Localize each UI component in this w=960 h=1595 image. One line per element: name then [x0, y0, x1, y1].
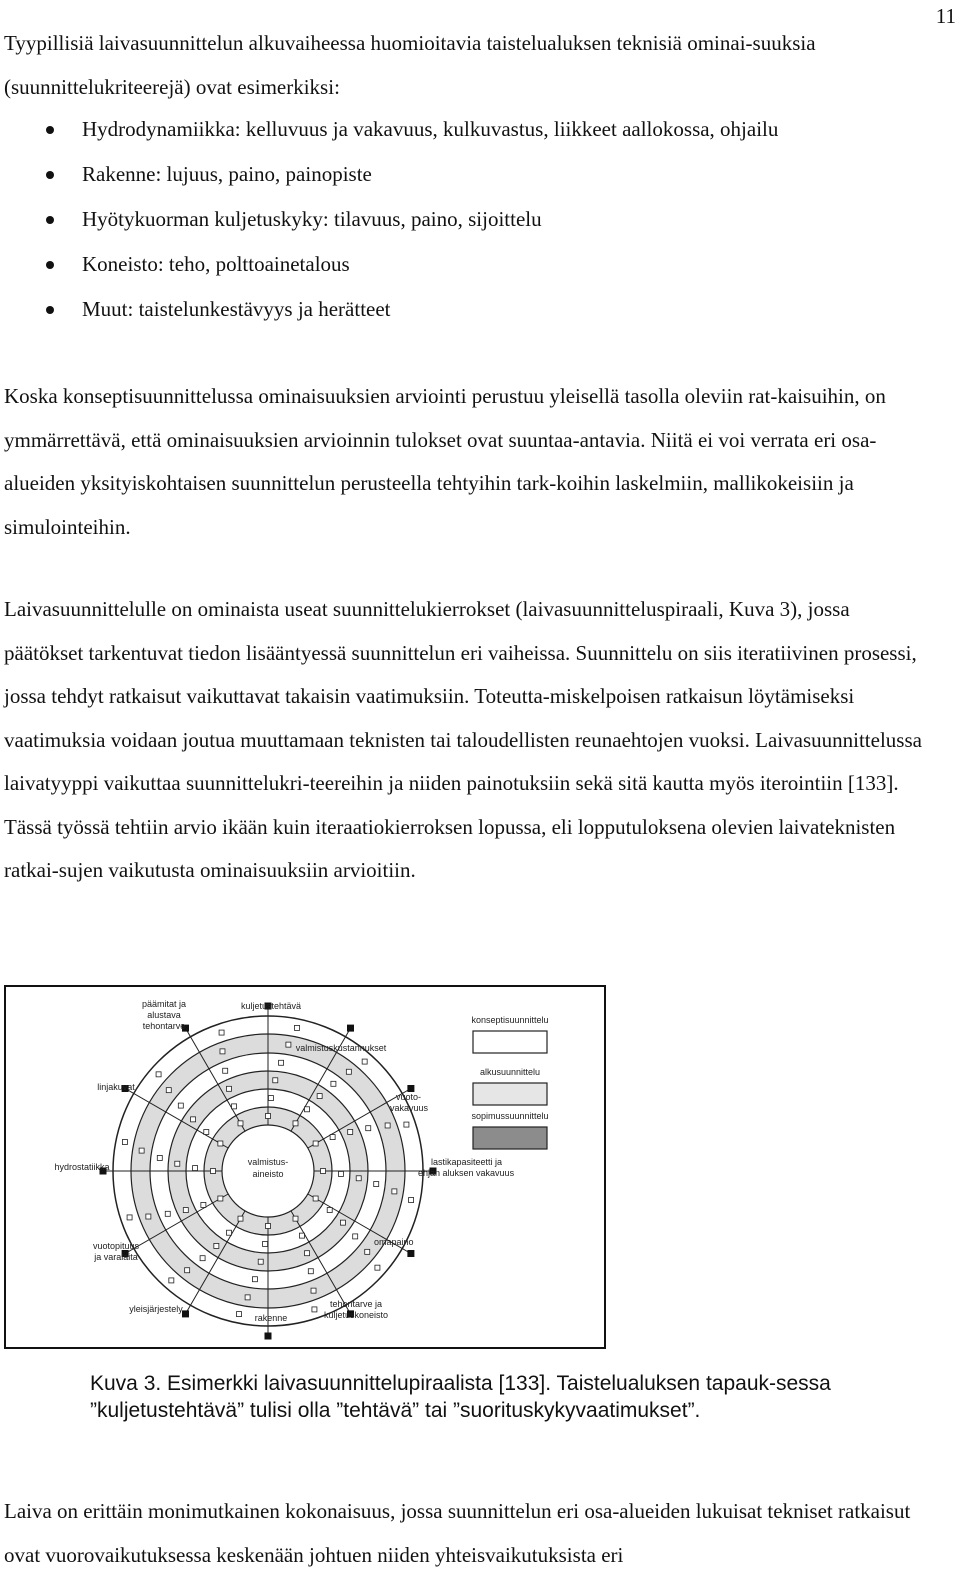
spoke-marker — [327, 1207, 332, 1212]
spoke-marker — [353, 1234, 358, 1239]
label-floodable-length-2: ja varalaita — [94, 1252, 138, 1262]
spoke-marker — [169, 1278, 174, 1283]
spoke-marker — [226, 1086, 231, 1091]
label-main-dimensions-1: päämitat ja — [141, 999, 187, 1009]
spoke-marker — [219, 1030, 224, 1035]
list-item-text: Muut: taistelunkestävyys ja herätteet — [82, 297, 391, 321]
legend-swatch-concept — [473, 1031, 547, 1053]
spoke-marker — [238, 1121, 243, 1126]
spoke-end-marker — [407, 1250, 414, 1257]
intro-paragraph: Tyypillisiä laivasuunnittelun alkuvaiheessa huomioitavia taistelualuksen teknisiä ominai-suuksia (suunnittelukriteerejä) ovat esimerkiksi: — [4, 31, 816, 99]
spoke-marker — [348, 1129, 353, 1134]
legend-label-concept: konseptisuunnittelu — [471, 1015, 549, 1025]
spoke-marker — [317, 1094, 322, 1099]
label-lightweight: omapaino — [374, 1237, 414, 1247]
bullet-icon — [46, 261, 54, 269]
spoke-marker — [139, 1148, 144, 1153]
spoke-marker — [313, 1141, 318, 1146]
center-label-line2: aineisto — [252, 1169, 284, 1179]
spoke-marker — [218, 1196, 223, 1201]
list-item-text: Hydrodynamiikka: kelluvuus ja vakavuus, kulkuvastus, liikkeet aallokossa, ohjailu — [82, 117, 779, 141]
list-item — [0, 242, 940, 287]
spoke-marker — [220, 1049, 225, 1054]
spoke-marker — [375, 1265, 380, 1270]
spoke-marker — [201, 1202, 206, 1207]
label-cargo-capacity-1: lastikapasiteetti ja — [431, 1157, 503, 1167]
label-floodable-length-1: vuotopituus — [92, 1241, 140, 1251]
list-item-text: Koneisto: teho, polttoainetalous — [82, 252, 350, 276]
spoke-marker — [211, 1169, 216, 1174]
spoke-marker — [308, 1269, 313, 1274]
bullet-icon — [46, 126, 54, 134]
spoke-marker — [293, 1121, 298, 1126]
spoke-marker — [227, 1230, 232, 1235]
spoke-marker — [311, 1288, 316, 1293]
spoke-marker — [392, 1189, 397, 1194]
spoke-marker — [279, 1060, 284, 1065]
spoke-marker — [232, 1104, 237, 1109]
label-power-1: tehontarve ja — [329, 1299, 383, 1309]
spoke-marker — [266, 1224, 271, 1229]
spoke-marker — [338, 1171, 343, 1176]
bullet-icon — [46, 171, 54, 179]
spoke-marker — [305, 1251, 310, 1256]
spoke-marker — [286, 1042, 291, 1047]
list-item — [0, 197, 940, 242]
label-damage-stability-2: vakavuus — [390, 1103, 429, 1113]
spoke-marker — [313, 1196, 318, 1201]
spoke-marker — [268, 1096, 273, 1101]
spoke-marker — [204, 1130, 209, 1135]
spoke-marker — [214, 1243, 219, 1248]
spoke-marker — [236, 1312, 241, 1317]
label-manufacturing-costs: valmistuskustannukset — [295, 1043, 387, 1053]
paragraph-spiral: Laivasuunnittelulle on ominaista useat suunnittelukierrokset (laivasuunnitteluspiraali, Kuva 3), jossa päätökset tarkentuvat tiedon lisääntyessä suunnittelun eri vaiheissa. Suunnittelu on siis iteratiivinen prosessi, jossa tehdyt ratkaisut vaikuttavat takaisin vaatimuksiin. Toteutta-miskelpoisen ratkaisun löytämiseksi vaatimuksia voidaan joutua muuttamaan teknisten tai taloudellisten reunaehtojen vuoksi. Laivasuunnittelussa laivatyyppi vaikuttaa suunnittelukri-teereihin ja niiden painotuksiin sekä sitä kautta myös iterointiin [133]. Tässä työssä tehtiin arvio ikään kuin iteraatiokierroksen lopussa, eli lopputuloksena olevien laivateknisten ratkai-sujen vaikutusta ominaisuuksiin arvioitiin. — [4, 597, 922, 882]
spoke-marker — [321, 1169, 326, 1174]
spoke-marker — [146, 1214, 151, 1219]
spoke-end-marker — [182, 1310, 189, 1317]
list-item-text: Rakenne: lujuus, paino, painopiste — [82, 162, 372, 186]
label-general-arrangement: yleisjärjestely — [129, 1304, 183, 1314]
spoke-marker — [191, 1117, 196, 1122]
spoke-marker — [331, 1081, 336, 1086]
spoke-end-marker — [265, 1333, 272, 1340]
spoke-marker — [157, 1155, 162, 1160]
spoke-marker — [346, 1069, 351, 1074]
spoke-marker — [258, 1259, 263, 1264]
spoke-marker — [299, 1233, 304, 1238]
design-spiral-figure — [4, 985, 606, 1349]
spoke-marker — [266, 1114, 271, 1119]
spoke-marker — [193, 1166, 198, 1171]
label-damage-stability-1: vuoto- — [396, 1092, 422, 1102]
spoke-marker — [365, 1249, 370, 1254]
label-power-2: kuljetuskoneisto — [323, 1310, 389, 1320]
list-item — [0, 107, 940, 152]
spoke-end-marker — [407, 1085, 414, 1092]
spoke-marker — [263, 1241, 268, 1246]
label-lines: linjakuvat — [97, 1082, 135, 1092]
criteria-list — [0, 107, 940, 332]
bullet-icon — [46, 306, 54, 314]
spoke-marker — [127, 1215, 132, 1220]
figure-caption: Kuva 3. Esimerkki laivasuunnittelupiraalista [133]. Taistelualuksen tapauk-sessa ”kuljetustehtävä” tulisi olla ”tehtävä” tai ”suorituskykyvaatimukset”. — [90, 1372, 831, 1422]
spoke-marker — [245, 1295, 250, 1300]
list-item-text: Hyötykuorman kuljetuskyky: tilavuus, paino, sijoittelu — [82, 207, 542, 231]
spoke-marker — [366, 1126, 371, 1131]
label-main-dimensions-2: alustava — [147, 1010, 181, 1020]
spoke-marker — [185, 1268, 190, 1273]
label-transport-task: kuljetustehtävä — [240, 1001, 302, 1011]
spoke-marker — [223, 1068, 228, 1073]
list-item — [0, 287, 940, 332]
legend-swatch-contract — [473, 1127, 547, 1149]
spoke-marker — [183, 1208, 188, 1213]
legend-swatch-preliminary — [473, 1083, 547, 1105]
spoke-marker — [374, 1182, 379, 1187]
spoke-marker — [175, 1161, 180, 1166]
label-cargo-capacity-2: ehjän aluksen vakavuus — [418, 1168, 515, 1178]
spoke-marker — [238, 1216, 243, 1221]
spoke-marker — [200, 1256, 205, 1261]
spoke-marker — [362, 1059, 367, 1064]
legend-label-preliminary: alkusuunnittelu — [479, 1067, 541, 1077]
spoke-marker — [404, 1122, 409, 1127]
spoke-marker — [409, 1198, 414, 1203]
label-structure: rakenne — [254, 1313, 288, 1323]
spoke-end-marker — [347, 1025, 354, 1032]
spoke-marker — [385, 1123, 390, 1128]
list-item — [0, 152, 940, 197]
spoke-marker — [340, 1220, 345, 1225]
spoke-marker — [330, 1135, 335, 1140]
spoke-marker — [312, 1307, 317, 1312]
spoke-marker — [356, 1176, 361, 1181]
spoke-marker — [295, 1025, 300, 1030]
label-hydrostatics: hydrostatiikka — [54, 1162, 110, 1172]
spoke-marker — [293, 1216, 298, 1221]
paragraph-concept: Koska konseptisuunnittelussa ominaisuuksien arviointi perustuu yleisellä tasolla oleviin rat-kaisuihin, on ymmärrettävä, että ominaisuuksien arvioinnin tulokset ovat suuntaa-antavia. Niitä ei voi verrata eri osa-alueiden yksityiskohtaisen suunnittelun perusteella tehtyihin tark-koihin laskelmiin, mallikokeisiin ja simulointeihin. — [4, 384, 886, 539]
spoke-marker — [273, 1078, 278, 1083]
spoke-marker — [178, 1103, 183, 1108]
center-label-line1: valmistus- — [247, 1157, 289, 1167]
spoke-marker — [156, 1072, 161, 1077]
label-main-dimensions-3: tehontarve — [142, 1021, 186, 1031]
bullet-icon — [46, 216, 54, 224]
paragraph-complexity: Laiva on erittäin monimutkainen kokonaisuus, jossa suunnittelun eri osa-alueiden lukuisat tekniset ratkaisut ovat vuorovaikutuksessa keskenään johtuen niiden yhteisvaikutuksista eri — [4, 1499, 911, 1567]
page-number: 11 — [935, 4, 956, 28]
spoke-marker — [166, 1088, 171, 1093]
spoke-marker — [218, 1141, 223, 1146]
spoke-marker — [304, 1107, 309, 1112]
spoke-marker — [165, 1211, 170, 1216]
legend-label-contract: sopimussuunnittelu — [471, 1111, 549, 1121]
spoke-marker — [252, 1277, 257, 1282]
spoke-marker — [122, 1139, 127, 1144]
design-spiral-diagram — [6, 987, 604, 1347]
